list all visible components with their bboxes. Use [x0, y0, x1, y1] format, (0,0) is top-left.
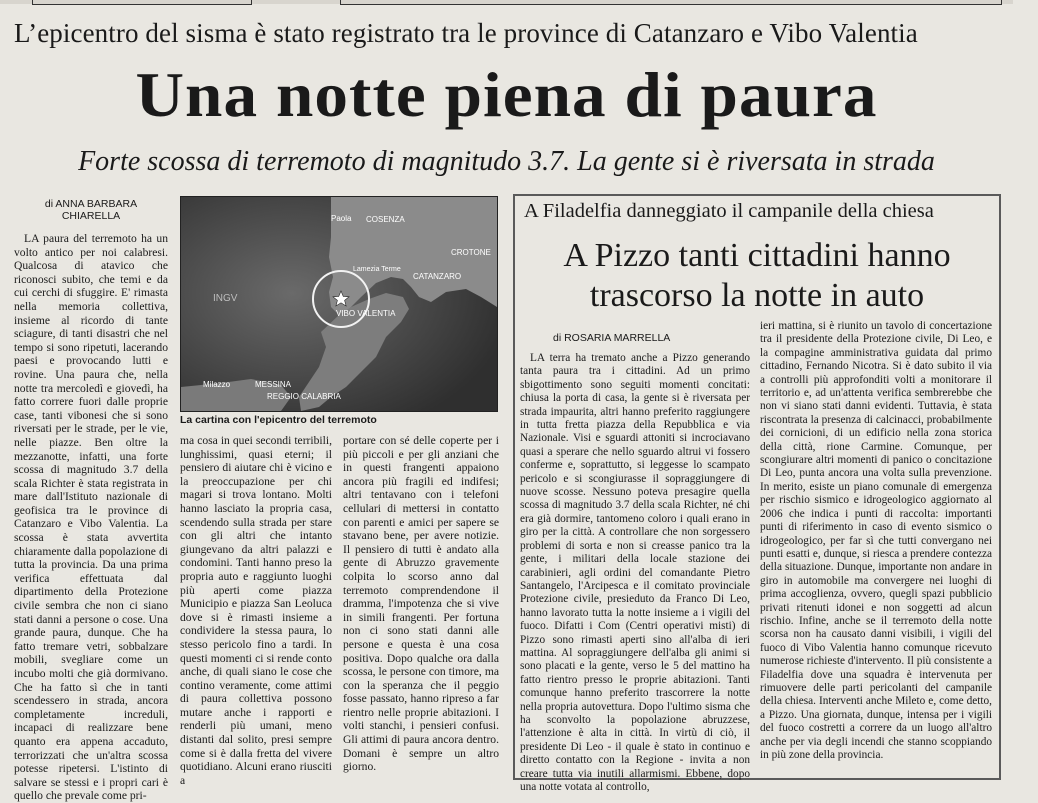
- main-column-2-text: ma cosa in quei secondi terribili, lunghissimi, quasi eterni; il pensiero di aiutare chi è vicino e la preoccupazione per chi magari si trova lontano. Molti hanno lasciato la propria casa, scendendo sulla strada per stare con gli altri che intanto giungevano da altri palazzi e condomini. Tanti hanno preso la propria auto e raggiunto luoghi più aperti come piazza Municipio e piazza San Leoluca dove si è rimasti insieme a condividere la stessa paura, lo stesso pericolo fino a tardi. In questi momenti ci si rende conto anche, di quali siano le cose che contino veramente, come attimi di paura collettiva possono mutare anche i rapporti e renderli più umani, meno distanti dal solito, presi sempre come si è dalla fretta del vivere quotidiano. Alcuni erano riusciti a: [180, 434, 332, 787]
- label-vibo-valentia: VIBO VALENTIA: [336, 309, 396, 318]
- main-column-2: [180, 434, 332, 787]
- label-ingv: INGV: [213, 293, 238, 304]
- map-graphic: [181, 197, 497, 411]
- main-column-1-text: LA paura del terremoto ha un volto antico per noi calabresi. Qualcosa di atavico che riconosci subito, che temi e da cui cerchi di sfuggire. E' rimasta nella memoria collettiva, insieme al ricordo di tante sciagure, di tanti disastri che nel tempo si sono ripetuti, lacerando paesi e provocando lutti e rovine. Una paura che, nella notte tra mercoledì e giovedì, ha fatto correre fuori dalle proprie case, tanti vibonesi che si sono riversati per le strade, per le vie, nelle piazze. Ben oltre la mezzanotte, infatti, una forte scossa di magnitudo 3.7 della scala Richter è stata registrata in mare dall'Istituto nazionale di geofisica tra le province di Catanzaro e Vibo Valentia. La scossa è stata avvertita chiaramente dalla popolazione di tutta la provincia. Da una prima verifica effettuata dal dipartimento della Protezione civile sembra che non ci siano stati danni a persone o cose. Una grande paura, dunque. Che ha fatto tremare vetri, sobbalzare mobili, svegliare come un incubo molti che già dormivano. Che ha fatto sì che in tanti scendessero in strada, ancora completamente increduli, incapaci di realizzare bene quanto era appena accaduto, terrorizzati che un'altra scossa potesse ripetersi. L'istinto di salvare se stessi e i propri cari è quello che prevale come pri-: [14, 232, 168, 803]
- box-column-2-text: ieri mattina, si è riunito un tavolo di concertazione tra il presidente della Protezione civile, Di Leo, e la compagine amministrativa guidata dal primo cittadino, Fernando Nicotra. Si è dato subito il via a controlli più approfonditi volti a monitorare il territorio e, ad un'attenta verifica sembrerebbe che non vi siano stati danni evidenti. Tuttavia, è stata riscontrata la presenza di calcinacci, probabilmente dei cornicioni, di un edificio nella zona storica della città, rione Carmine. Comunque, per scongiurare altri momenti di panico o concitazione Di Leo, punta ancora una volta sulla prevenzione. In merito, esiste un piano comunale di emergenza per rischio sismico e idrogeologico aggiornato al 2006 che indica i punti di raccolta: importanti punti di riferimento in caso di evento sismico o idrogeologico, per far sì che tutti convergano nei punti esatti e, dunque, si riesca a prendere contezza della situazione. Dunque, importante non andare in giro in automobile ma convergere nei luoghi di prima accoglienza, ovvero, quegli spazi pubblicio privati ritenuti idonei e non soggetti ad alcun rischio. Infine, anche se il terremoto della notte scorsa non ha causato danni visibili, i vigili del fuoco di Vibo Valentia hanno comunque ricevuto numerose richieste d'intervento. Il più consistente a Filadelfia dove una squadra è intervenuta per rimuovere delle parti pericolanti del campanile della chiesa. Interventi anche Mileto e, come detto, a Pizzo. Una giornata, dunque, intensa per i vigili del fuoco costretti a correre da un luogo all'altro anche per via degli incendi che stanno scoppiando in più zone della provincia.: [760, 320, 992, 761]
- label-cosenza: COSENZA: [366, 215, 405, 224]
- kicker: L’epicentro del sisma è stato registrato tra le province di Catanzaro e Vibo Valentia: [14, 18, 918, 48]
- label-reggio-calabria: REGGIO CALABRIA: [267, 392, 341, 401]
- label-paola: Paola: [331, 214, 352, 223]
- previous-article-frame-right: [340, 0, 1002, 5]
- box-byline: di ROSARIA MARRELLA: [553, 332, 671, 344]
- label-lamezia: Lamezia Terme: [353, 266, 401, 273]
- box-headline: A Pizzo tanti cittadini hanno trascorso la notte in auto: [563, 237, 951, 314]
- box-column-1: [520, 352, 750, 793]
- box-column-2: [760, 320, 992, 772]
- main-column-1: [14, 232, 168, 803]
- label-milazzo: Milazzo: [203, 380, 231, 389]
- subheadline: Forte scossa di terremoto di magnitudo 3.7. La gente si è riversata in strada: [78, 146, 935, 177]
- main-byline: di ANNA BARBARA CHIARELLA: [44, 198, 138, 222]
- box-column-1-text: LA terra ha tremato anche a Pizzo generando tanta paura tra i cittadini. Ad un primo sbigottimento sono seguiti momenti concitati: chiusa la porta di casa, la gente si è riversata per strada impaurita, altri hanno preferito raggiungere in tutta fretta piazza della Repubblica e via Nazionale. Visi e sguardi attoniti si incrociavano quasi a sperare che nello sguardo altrui vi fossero conferme e, soprattutto, si leggesse lo scampato pericolo e si scongiurasse il sopraggiungere di nuove scosse. Nessuno poteva presagire quella scossa di magnitudo 3.7 della scala Richter, né chi era già dormire, tantomeno coloro i quali erano in giro per la città. A controllare che non sorgessero problemi di sorta e non si creasse panico tra la gente, i militari della locale stazione dei carabinieri, agli ordini del comandante Pietro Santangelo, l'Arcipesca e il comitato provinciale Protezione civile, presieduto da Franco Di Leo, hanno lavorato tutta la notte insieme a i vigili del fuoco. Difatti i Com (Centri operativi misti) di Pizzo sono rimasti aperti sino all'alba di ieri mattina. Al sopraggiungere dell'alba gli animi si sono placati e la gente, verso le 5 del mattino ha fatto rientro presso le proprie abitazioni. Tanti comunque hanno preferito trascorrere la notte nella propria autovettura. Dopo l'ultimo sisma che ha sconvolto la popolazione abruzzese, l'attenzione è alta in città. In virtù di ciò, il presidente Di Leo - il quale è stato in continuo e diretto contatto con la Regione - invita a non creare tutta via inutili allarmismi. Ebbene, dopo una notte votata al controllo,: [520, 352, 750, 793]
- main-column-3-text: portare con sé delle coperte per i più piccoli e per gli anziani che in questi frangenti appaiono ancora più fragili ed indifesi; altri tentavano con i telefoni cellulari di mettersi in contatto con parenti e amici per sapere se stavano bene, per avere notizie. Il pensiero di tutti è andato alla gente di Abruzzo gravemente colpita lo scorso anno dal terremoto comprendendone il dramma, l'impotenza che si vive in simili frangenti. Per fortuna non ci sono stati danni alle persone e questa è una cosa positiva. Dopo qualche ora dalla scossa, le persone con timore, ma con la speranza che il peggio fosse passato, hanno ripreso a far rientro nelle proprie abitazioni. I volti stanchi, i pensieri confusi. Gli attimi di paura ancora dentro. Domani è sempre un altro giorno.: [343, 434, 499, 774]
- label-messina: MESSINA: [255, 380, 292, 389]
- previous-article-frame-left: [32, 0, 252, 5]
- label-crotone: CROTONE: [451, 248, 491, 257]
- label-catanzaro: CATANZARO: [413, 272, 462, 281]
- main-column-3: [343, 434, 499, 780]
- epicenter-map: [180, 196, 498, 412]
- map-caption: La cartina con l'epicentro del terremoto: [180, 414, 377, 426]
- headline: Una notte piena di paura: [135, 59, 878, 130]
- box-kicker: A Filadelfia danneggiato il campanile della chiesa: [524, 200, 934, 222]
